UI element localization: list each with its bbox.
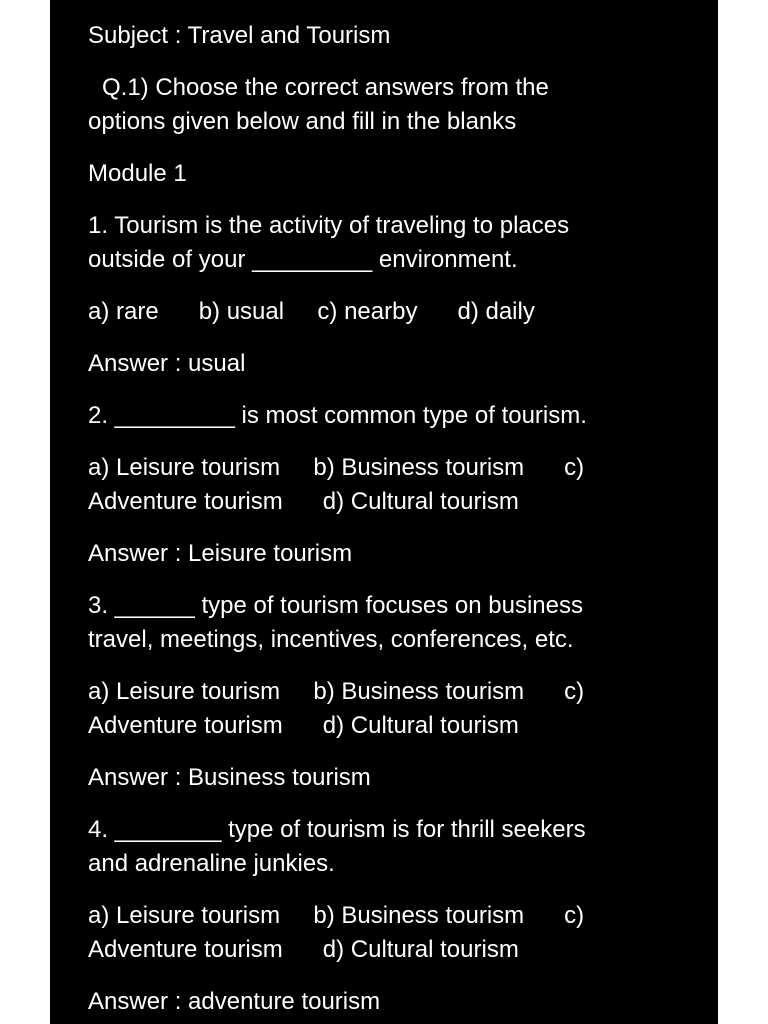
question-1-line-2: outside of your _________ environment. (88, 246, 518, 273)
question-4-options-line-1: a) Leisure tourism b) Business tourism c) (88, 902, 585, 929)
document-page (50, 0, 718, 1024)
question-4-options (88, 899, 680, 967)
question-1-text (88, 209, 680, 277)
question-3-text (88, 589, 680, 657)
question-2-options-line-2: Adventure tourism d) Cultural tourism (88, 488, 519, 515)
question-heading (88, 71, 680, 139)
question-4-text (88, 813, 680, 881)
question-heading-line-2: options given below and fill in the blanks (88, 108, 517, 135)
question-2-answer: Answer : Leisure tourism (88, 540, 353, 567)
question-4-line-1: 4. ________ type of tourism is for thrill seekers (88, 816, 586, 843)
question-1-line-1: 1. Tourism is the activity of traveling to places (88, 212, 570, 239)
question-1-answer: Answer : usual (88, 350, 246, 377)
subject-line: Subject : Travel and Tourism (88, 22, 391, 49)
question-1-options: a) rare b) usual c) nearby d) daily (88, 298, 535, 325)
question-2-options-line-1: a) Leisure tourism b) Business tourism c) (88, 454, 585, 481)
question-3-line-1: 3. ______ type of tourism focuses on business (88, 592, 583, 619)
question-4-options-line-2: Adventure tourism d) Cultural tourism (88, 936, 519, 963)
question-3-options (88, 675, 680, 743)
question-3-options-line-1: a) Leisure tourism b) Business tourism c) (88, 678, 585, 705)
module-label: Module 1 (88, 160, 187, 187)
question-3-options-line-2: Adventure tourism d) Cultural tourism (88, 712, 519, 739)
question-3-answer: Answer : Business tourism (88, 764, 371, 791)
question-2-text: 2. _________ is most common type of tourism. (88, 402, 587, 429)
question-4-answer: Answer : adventure tourism (88, 988, 381, 1015)
question-heading-line-1: Q.1) Choose the correct answers from the (102, 74, 549, 101)
question-4-line-2: and adrenaline junkies. (88, 850, 335, 877)
question-3-line-2: travel, meetings, incentives, conferences, etc. (88, 626, 574, 653)
question-2-options (88, 451, 680, 519)
